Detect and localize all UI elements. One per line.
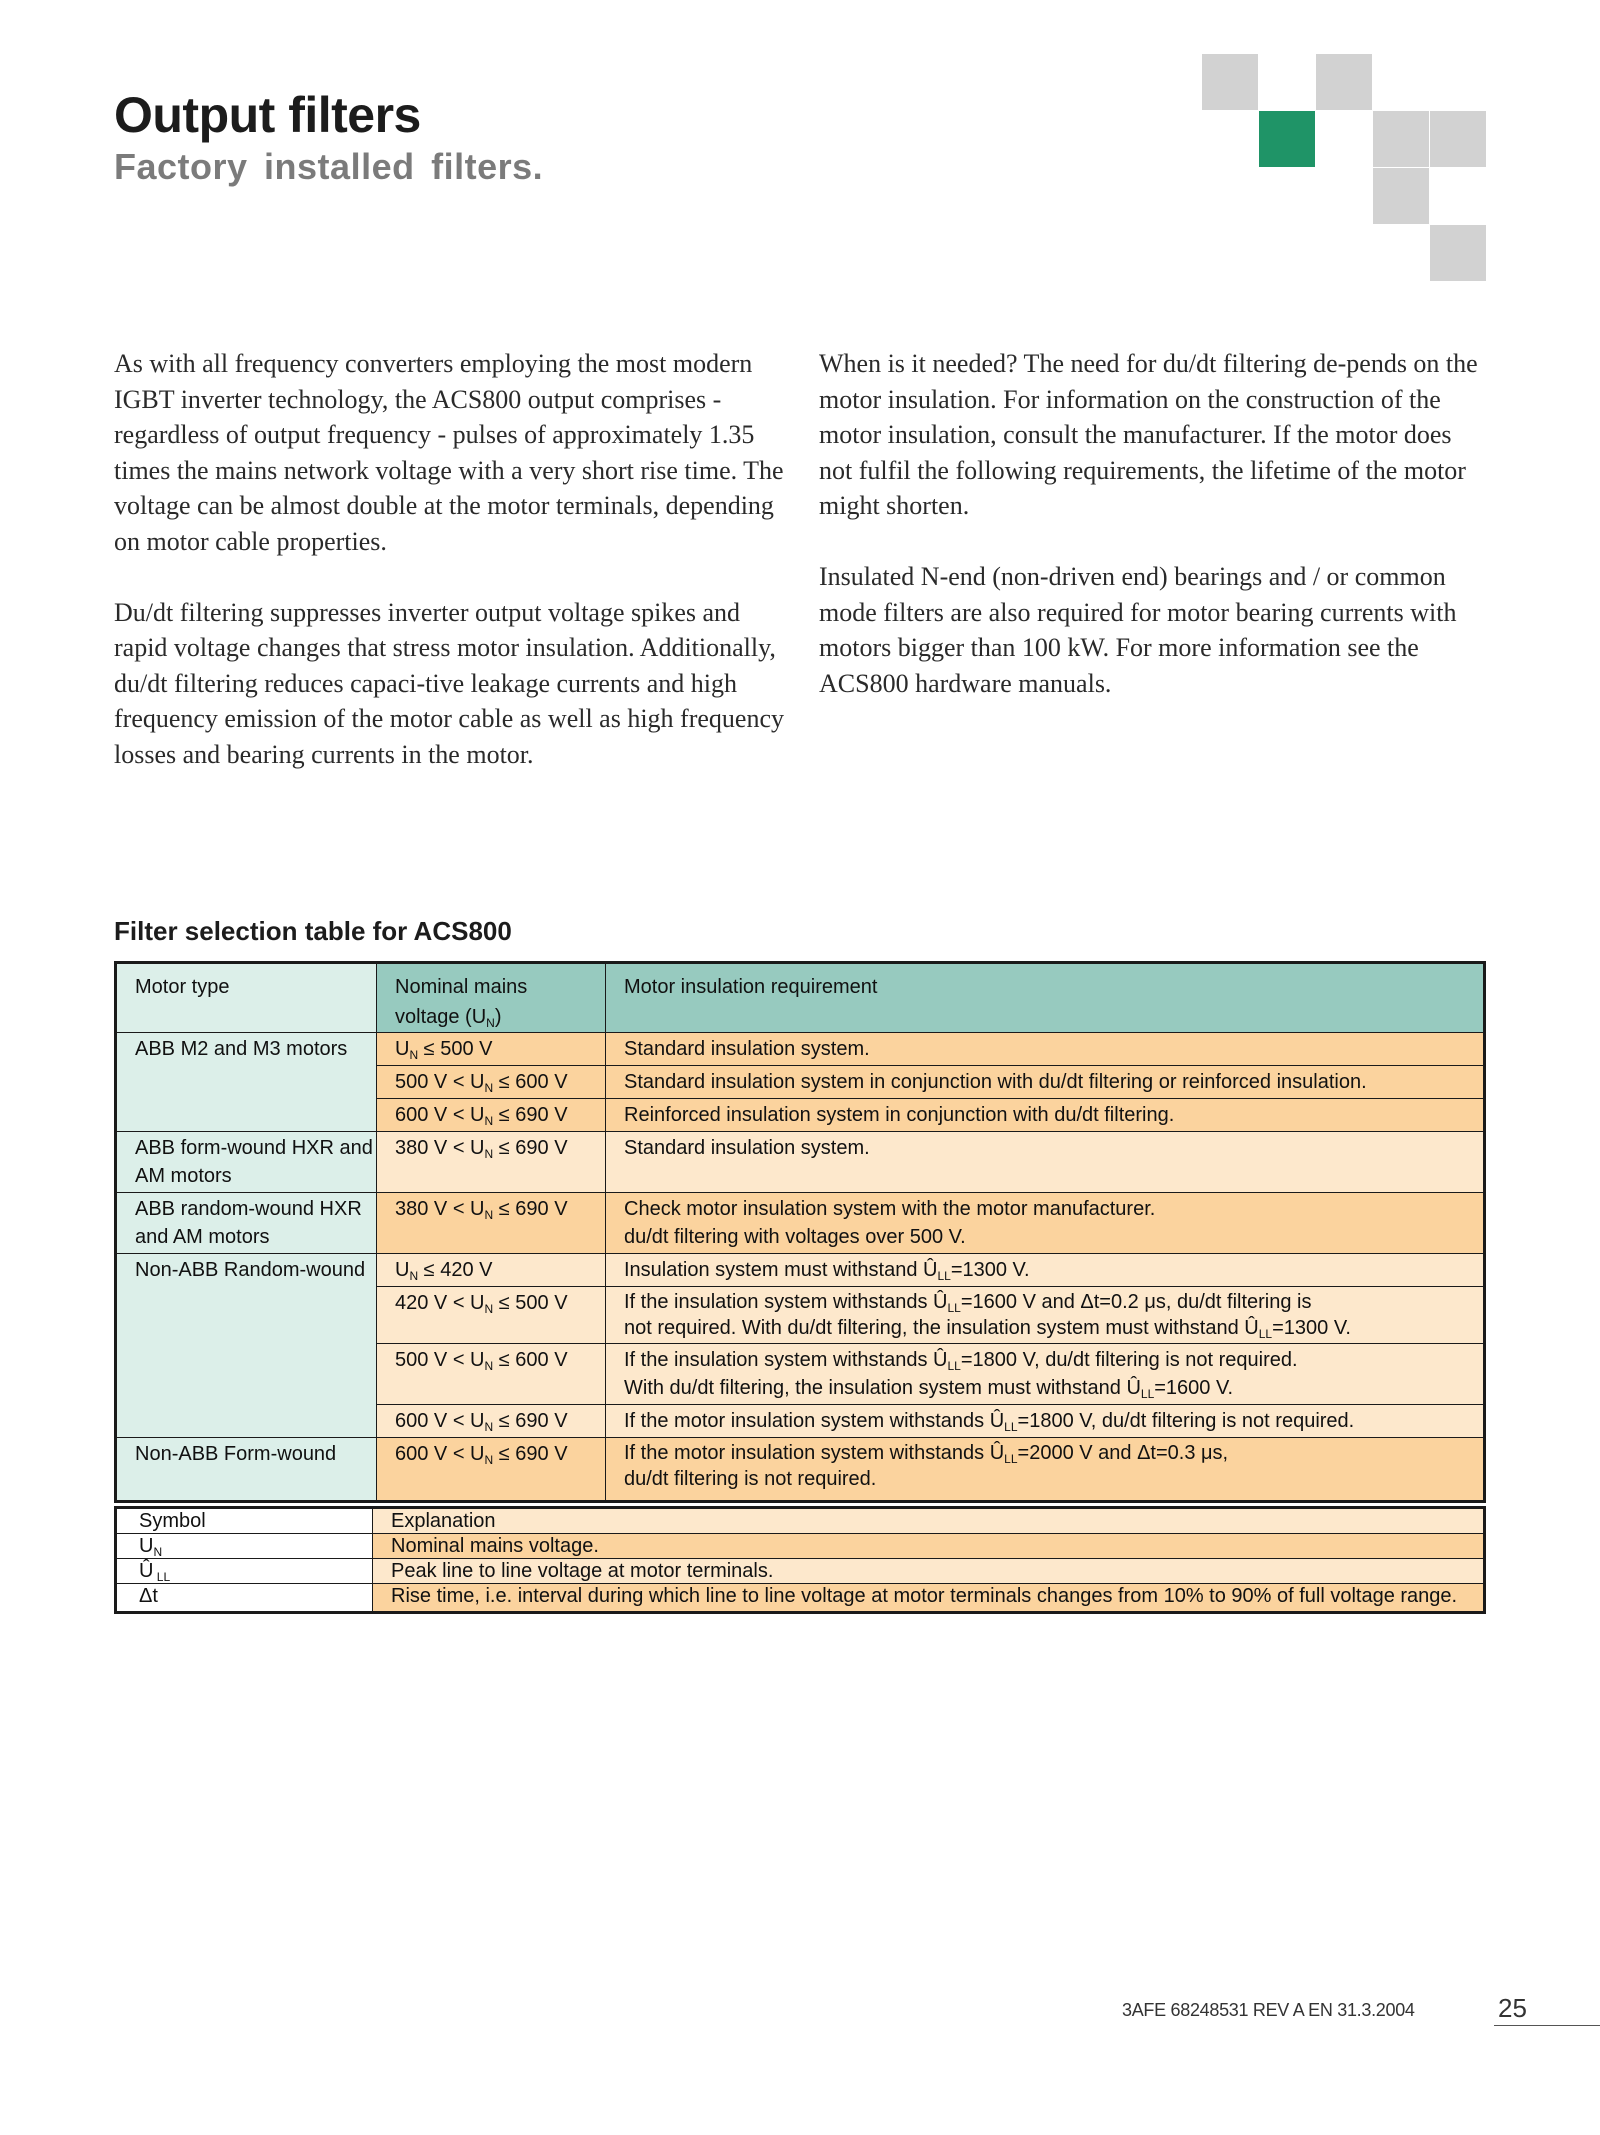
header-requirement: Motor insulation requirement — [606, 963, 1485, 1033]
document-reference: 3AFE 68248531 REV A EN 31.3.2004 — [1122, 2000, 1415, 2020]
voltage-cell: 420 $V < U_N \le 500$ V — [377, 1287, 606, 1344]
filter-selection-table — [114, 961, 1486, 1503]
voltage-cell: $U_N \le 500$ V — [377, 1033, 606, 1066]
decor-square — [1373, 111, 1429, 167]
paragraph: Du/dt filtering suppresses inverter output voltage spikes and rapid voltage changes that stress motor insulation. Additionally, du/dt filtering reduces capaci-tive leakage currents and high frequency emission of the motor cable as well as high frequency losses and bearing currents in the motor. — [114, 597, 784, 769]
decor-square — [1373, 168, 1429, 224]
voltage-cell: 380 $V < U_N \le 690$ V — [377, 1132, 606, 1193]
table-row — [116, 1438, 1485, 1502]
requirement-cell: Reinforced insulation system in conjunction with du/dt filtering. — [606, 1099, 1485, 1132]
table-heading: Filter selection table for ACS800 — [114, 916, 512, 946]
symbol-cell: Û $_{LL}$ — [116, 1559, 373, 1584]
voltage-cell: 600 $V < U_N \le 690$ V — [377, 1099, 606, 1132]
voltage-cell: 500 $V < U_N \le 600$ V — [377, 1066, 606, 1099]
symbol-table — [114, 1506, 1486, 1614]
header-motor-type: Motor type — [116, 963, 377, 1033]
motor-type-cell: ABB form-wound HXR and AM motors — [116, 1132, 377, 1193]
paragraph: When is it needed? The need for du/dt filtering de-pends on the motor insulation. For information on the construction of the motor insulation, consult the manufacturer. If the motor does not fulfil the following requirements, the lifetime of the motor might shorten. — [819, 349, 1478, 520]
decor-square-accent — [1259, 111, 1315, 167]
explanation-cell: Nominal mains voltage. — [373, 1534, 1485, 1559]
requirement-cell: Standard insulation system. — [606, 1033, 1485, 1066]
header-nominal-voltage: Nominal mains voltage $(U_N)$ — [377, 963, 606, 1033]
paragraph: Insulated N-end (non-driven end) bearings and / or common mode filters are also required for motor bearing currents with motors bigger than 100 kW. For more information see the ACS800 hardware manuals. — [819, 562, 1457, 698]
requirement-cell: If the motor insulation system withstands $Û_{LL}=1800$ V, du/dt filtering is not required. — [606, 1405, 1485, 1438]
decor-square — [1430, 111, 1486, 167]
decor-square — [1430, 225, 1486, 281]
symbol-cell: Δt — [116, 1584, 373, 1613]
symbol-row — [116, 1534, 1485, 1559]
symbol-header: Symbol — [116, 1508, 373, 1534]
table-header-row — [116, 963, 1485, 1033]
body-column-left — [114, 346, 784, 808]
body-column-right — [819, 346, 1489, 737]
decor-square — [1202, 54, 1258, 110]
symbol-row — [116, 1584, 1485, 1613]
table-row — [116, 1193, 1485, 1254]
table-row — [116, 1033, 1485, 1066]
voltage-cell: $U_N \le 420$ V — [377, 1254, 606, 1287]
symbol-header-row — [116, 1508, 1485, 1534]
voltage-cell: 600 $V < U_N \le 690$ V — [377, 1405, 606, 1438]
requirement-cell: Standard insulation system. — [606, 1132, 1485, 1193]
explanation-cell: Peak line to line voltage at motor terminals. — [373, 1559, 1485, 1584]
requirement-cell: If the motor insulation system withstands $Û_{LL}=2000$ V and Δt=0.3 μs, du/dt filtering is not required. — [606, 1438, 1485, 1502]
explanation-header: Explanation — [373, 1508, 1485, 1534]
motor-type-cell: ABB random-wound HXR and AM motors — [116, 1193, 377, 1254]
requirement-cell: Insulation system must withstand $Û_{LL}=1300$ V. — [606, 1254, 1485, 1287]
voltage-cell: 380 $V < U_N \le 690$ V — [377, 1193, 606, 1254]
symbol-cell: $U_N$ — [116, 1534, 373, 1559]
motor-type-cell: Non-ABB Random-wound — [116, 1254, 377, 1438]
symbol-row — [116, 1559, 1485, 1584]
decor-square — [1316, 54, 1372, 110]
voltage-cell: 600 $V < U_N \le 690$ V — [377, 1438, 606, 1502]
paragraph: As with all frequency converters employing the most modern IGBT inverter technology, the ACS800 output comprises - regardless of output frequency - pulses of approximately 1.35 times the mains network voltage with a very short rise time. The voltage can be almost double at the motor terminals, depending on motor cable properties. — [114, 349, 784, 556]
voltage-cell: 500 $V < U_N \le 600$ V — [377, 1344, 606, 1405]
explanation-cell: Rise time, i.e. interval during which line to line voltage at motor terminals changes from 10% to 90% of full voltage range. — [373, 1584, 1485, 1613]
motor-type-cell: Non-ABB Form-wound — [116, 1438, 377, 1502]
footer-rule — [1494, 2025, 1600, 2026]
table-row — [116, 1132, 1485, 1193]
page-title: Output filters — [114, 87, 421, 143]
requirement-cell: If the insulation system withstands $Û_{LL}=1600$ V and Δt=0.2 μs, du/dt filtering is not required. With du/dt filtering, the insulation system must withstand $Û_{LL}=1300$ V. — [606, 1287, 1485, 1344]
table-row — [116, 1254, 1485, 1287]
requirement-cell: Check motor insulation system with the motor manufacturer. du/dt filtering with voltages over 500 V. — [606, 1193, 1485, 1254]
motor-type-cell: ABB M2 and M3 motors — [116, 1033, 377, 1132]
page-number: 25 — [1498, 1993, 1527, 2023]
requirement-cell: If the insulation system withstands $Û_{LL}=1800$ V, du/dt filtering is not required. With du/dt filtering, the insulation system must withstand $Û_{LL}=1600$ V. — [606, 1344, 1485, 1405]
requirement-cell: Standard insulation system in conjunction with du/dt filtering or reinforced insulation. — [606, 1066, 1485, 1099]
page-subtitle: Factory installed filters. — [114, 146, 544, 187]
